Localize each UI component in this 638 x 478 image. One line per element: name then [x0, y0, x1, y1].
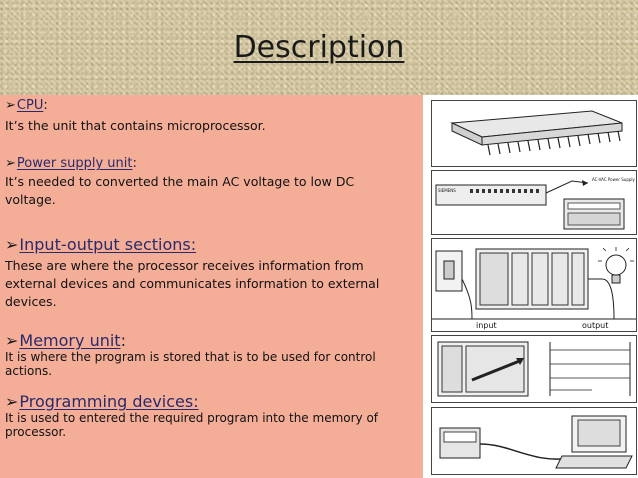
microprocessor-chip-icon: [432, 101, 636, 166]
item-memory-heading: [5, 331, 417, 350]
power-supply-icon: [432, 171, 636, 234]
item-power-supply: [5, 156, 365, 209]
io-sections-image: [431, 238, 637, 332]
io-wiring-diagram: [432, 239, 636, 331]
colon: :: [43, 98, 48, 113]
arrow-bullet-icon: ➢: [5, 392, 19, 411]
slide-title: Description: [233, 30, 405, 65]
item-cpu-heading: [5, 98, 417, 113]
power-supply-brand: SIEMENS: [438, 188, 456, 193]
memory-unit-label: Memory unit: [19, 331, 121, 350]
light-bulb-icon: [606, 255, 626, 275]
cpu-description: It’s the unit that contains microprocessor.: [5, 118, 266, 133]
memory-unit-description: It is where the program is stored that is to be used for control actions.: [5, 350, 376, 379]
arrow-bullet-icon: ➢: [5, 331, 19, 350]
memory-ladder-diagram: [432, 336, 636, 402]
colon: :: [120, 331, 126, 350]
cpu-label: CPU: [16, 98, 44, 113]
switch-icon: [444, 261, 454, 279]
io-sections-label: Input-output sections:: [19, 235, 197, 254]
item-programming-devices: [5, 392, 417, 440]
io-sections-description: These are where the processor receives information from external devices and communicates information to external devices.: [5, 258, 380, 309]
item-programming-heading: [5, 392, 417, 411]
cpu-chip-image: [431, 100, 637, 167]
power-supply-image: [431, 170, 637, 235]
io-output-label: output: [582, 321, 609, 330]
item-cpu: [5, 98, 417, 135]
item-io-sections: [5, 235, 400, 310]
programming-devices-image: [431, 407, 637, 475]
colon: :: [132, 156, 137, 171]
programming-device-icon: [432, 408, 636, 474]
memory-unit-image: [431, 335, 637, 403]
programming-devices-description: It is used to entered the required program into the memory of processor.: [5, 411, 379, 440]
item-power-heading: [5, 156, 365, 171]
illustration-column: [423, 95, 638, 478]
item-memory-unit: [5, 331, 417, 379]
item-io-heading: [5, 235, 400, 254]
arrow-bullet-icon: ➢: [5, 98, 16, 113]
programming-devices-label: Programming devices:: [19, 392, 199, 411]
content-panel: [0, 95, 423, 478]
power-supply-caption: AC-VAC Power Supply: [592, 177, 635, 182]
power-supply-label: Power supply unit: [16, 156, 133, 171]
arrow-bullet-icon: ➢: [5, 156, 16, 171]
io-input-label: input: [476, 321, 497, 330]
power-supply-description: It’s needed to converted the main AC voltage to low DC voltage.: [5, 174, 355, 207]
arrow-bullet-icon: ➢: [5, 235, 19, 254]
